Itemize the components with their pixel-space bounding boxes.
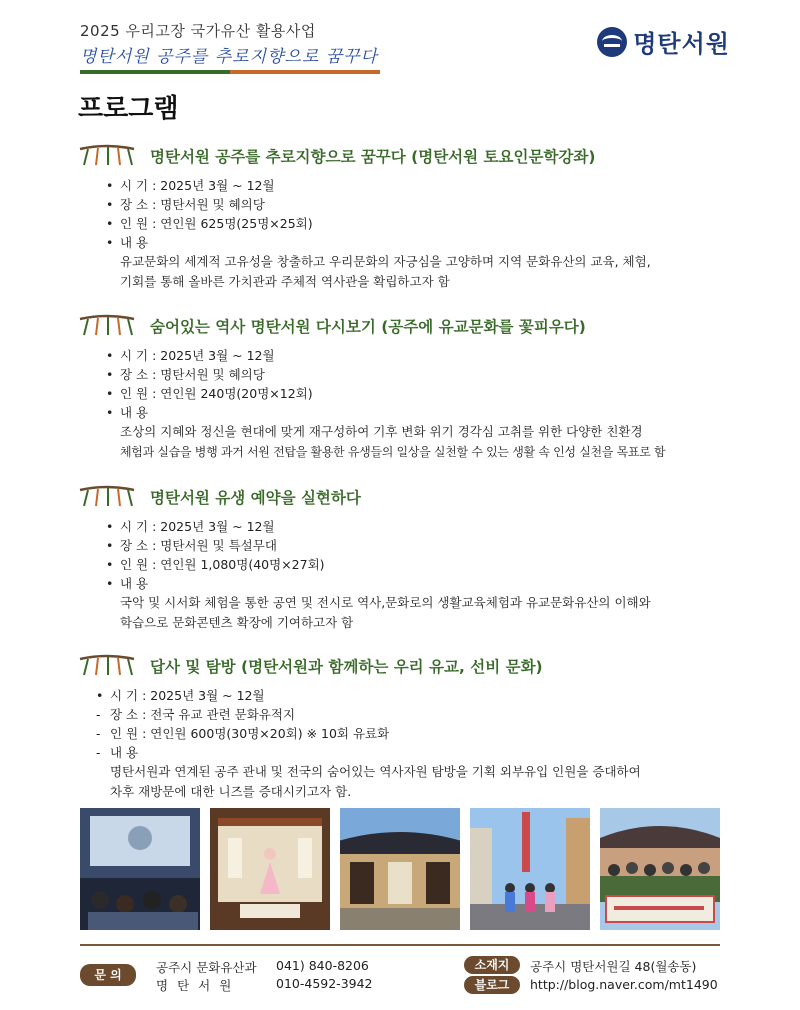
list-item: • 장 소 : 명탄서원 및 특설무대 [106,538,277,553]
photo-strip [80,808,720,930]
section-description: 명탄서원과 연계된 공주 관내 및 전국의 숨어있는 역사자원 탐방을 기획 외부유입 인원을 증대하여 차후 재방문에 대한 니즈를 증대시키고자 함. [110,764,641,799]
photo-lecture [80,808,200,930]
list-item: - 내 용 [96,745,139,760]
list-item: • 내 용 [106,576,149,591]
contact-phone[interactable]: 010-4592-3942 [276,976,373,991]
section-title: 숨어있는 역사 명탄서원 다시보기 (공주에 유교문화를 꽃피우다) [150,318,586,336]
program-section-1 [78,142,738,292]
tassel-ornament-icon [78,313,136,339]
page-title: 프로그램 [78,94,179,124]
tassel-ornament-icon [78,143,136,169]
tassel-ornament-icon [78,484,136,510]
list-item: - 장 소 : 전국 유교 관련 문화유적지 [96,707,296,722]
program-section-2 [78,312,738,462]
photo-seowon-building [340,808,460,930]
list-item: • 장 소 : 명탄서원 및 혜의당 [106,197,265,212]
list-item: • 장 소 : 명탄서원 및 혜의당 [106,367,265,382]
photo-group [600,808,720,930]
section-title: 답사 및 탐방 (명탄서원과 함께하는 우리 유교, 선비 문화) [150,658,543,676]
photo-performance [210,808,330,930]
contact-org: 명탄서원 [156,978,241,993]
list-item: • 시 기 : 2025년 3월 ~ 12월 [106,178,275,193]
section-description: 국악 및 시서화 체험을 통한 공연 및 전시로 역사,문화로의 생활교육체험과 유교문화유산의 이해와 학습으로 문화콘텐츠 확장에 기여하고자 함 [120,595,651,630]
contact-footer [80,956,720,996]
contact-org: 공주시 문화유산과 [156,960,257,975]
address-text: 공주시 명탄서원길 48(월송동) [530,959,697,974]
footer-divider [80,944,720,946]
list-item: • 내 용 [106,405,149,420]
contact-phone[interactable]: 041) 840-8206 [276,958,369,973]
blog-link[interactable]: http://blog.naver.com/mt1490 [530,977,718,992]
list-item: • 시 기 : 2025년 3월 ~ 12월 [106,519,275,534]
tassel-ornament-icon [78,653,136,679]
section-description: 유교문화의 세계적 고유성을 창출하고 우리문화의 자긍심을 고양하며 지역 문화유산의 교육, 체험, 기회를 통해 올바른 가치관과 주체적 역사관을 확립하고자 함 [120,254,651,289]
header-year-line: 2025 우리고장 국가유산 활용사업 [80,22,316,40]
address-badge: 소재지 [464,956,520,974]
logo [597,24,730,59]
list-item: • 시 기 : 2025년 3월 ~ 12월 [96,688,265,703]
photo-street-parade [470,808,590,930]
list-item: • 인 원 : 연인원 240명(20명×12회) [106,386,313,401]
list-item: - 인 원 : 연인원 600명(30명×20회) ※ 10회 유료화 [96,726,390,741]
inquiry-badge: 문 의 [80,964,136,986]
list-item: • 내 용 [106,235,149,250]
header-divider [80,70,380,74]
program-section-4 [78,652,738,802]
program-section-3 [78,483,738,633]
blog-badge: 블로그 [464,976,520,994]
section-title: 명탄서원 공주를 추로지향으로 꿈꾸다 (명탄서원 토요인문학강좌) [150,148,596,166]
document-header [80,18,730,78]
section-description: 조상의 지혜와 정신을 현대에 맞게 재구성하여 기후 변화 위기 경각심 고취를 위한 다양한 친환경 체험과 실습을 병행 과거 서원 전탑을 활용한 유생들의 일상을 실천할 수 있는 생활 속 인성 실천을 목표로 함 [120,424,666,459]
logo-mark-icon [597,27,627,57]
header-slogan: 명탄서원 공주를 추로지향으로 꿈꾸다 [80,47,378,67]
section-title: 명탄서원 유생 예약을 실현하다 [150,489,361,507]
list-item: • 시 기 : 2025년 3월 ~ 12월 [106,348,275,363]
list-item: • 인 원 : 연인원 625명(25명×25회) [106,216,313,231]
logo-text: 명탄서원 [633,30,730,58]
list-item: • 인 원 : 연인원 1,080명(40명×27회) [106,557,325,572]
